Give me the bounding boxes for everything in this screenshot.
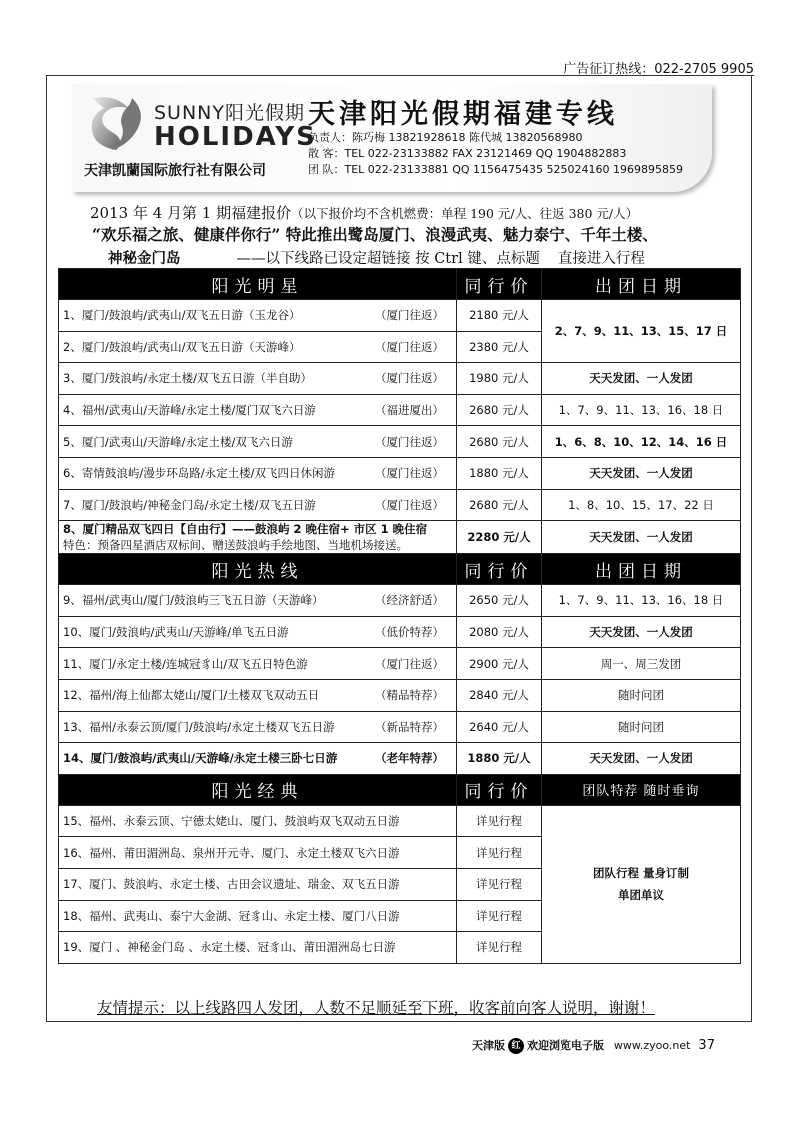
tour-tag: （经济舒适） (375, 593, 444, 608)
tour-price-table (58, 268, 741, 964)
tour-price: 1880 元/人 (457, 457, 542, 489)
table-row[interactable] (59, 394, 741, 426)
tour-feature: 特色：预备四星酒店双标间、赠送鼓浪屿手绘地图、当地机场接送。 (63, 538, 408, 553)
promo-destination: 神秘金门岛 (108, 250, 181, 267)
tour-name[interactable] (59, 331, 457, 363)
price-issue-title (90, 202, 638, 223)
tour-name[interactable] (59, 363, 457, 395)
tour-price: 2900 元/人 (457, 648, 542, 680)
tour-tag: （新品特荐） (375, 719, 444, 734)
tour-name[interactable] (59, 868, 457, 900)
tour-title-link[interactable]: 9、福州/武夷山/厦门/鼓浪屿三飞五日游（天游峰） (63, 593, 324, 608)
brand-name-top: SUNNY阳光假期 (154, 102, 305, 124)
tour-price: 2680 元/人 (457, 394, 542, 426)
contact-line: 负责人：陈巧梅 13821928618 陈代城 13820568980 (308, 131, 583, 144)
tour-tag: （厦门往返） (375, 308, 444, 323)
departure-dates: 1、7、9、11、13、16、18 日 (542, 394, 741, 426)
table-row[interactable] (59, 743, 741, 775)
tour-title-link[interactable]: 11、厦门/永定土楼/连城冠豸山/双飞五日特色游 (63, 656, 308, 671)
tour-price: 2180 元/人 (457, 300, 542, 332)
departure-dates: 天天发团、一人发团 (542, 521, 741, 554)
tour-title-link[interactable]: 17、厦门、鼓浪屿、永定土楼、古田会议遗址、瑞金、双飞五日游 (63, 877, 400, 892)
tour-price: 详见行程 (457, 837, 542, 869)
tour-price: 1980 元/人 (457, 363, 542, 395)
table-row[interactable] (59, 363, 741, 395)
tour-name[interactable] (59, 426, 457, 458)
tour-tag: （厦门往返） (375, 497, 444, 512)
tour-name[interactable] (59, 805, 457, 837)
tour-name[interactable] (59, 837, 457, 869)
red-badge-icon: 红 (508, 1038, 524, 1054)
section-header (59, 554, 741, 585)
table-row[interactable] (59, 457, 741, 489)
tour-title-link[interactable]: 10、厦门/鼓浪屿/武夷山/天游峰/单飞五日游 (63, 625, 289, 640)
fuel-note: （以下报价均不含机燃费：单程 190 元/人、往返 380 元/人） (291, 206, 639, 221)
friendly-tip: 友情提示：以上线路四人发团，人数不足顺延至下班，收客前向客人说明，谢谢！ (97, 999, 656, 1017)
promo-slogan: “欢乐福之旅、健康伴你行” 特此推出鹭岛厦门、浪漫武夷、魅力泰宁、千年土楼、 (92, 225, 658, 244)
tour-price: 2080 元/人 (457, 616, 542, 648)
tour-name[interactable] (59, 743, 457, 775)
departure-dates: 1、8、10、15、17、22 日 (542, 489, 741, 521)
tour-name[interactable] (59, 711, 457, 743)
ebook-slogan: 欢迎浏览电子版 (527, 1039, 604, 1052)
tour-price: 详见行程 (457, 805, 542, 837)
tour-name[interactable] (59, 300, 457, 332)
tour-title-link[interactable]: 7、厦门/鼓浪屿/神秘金门岛/永定土楼/双飞五日游 (63, 497, 316, 512)
tour-price: 2280 元/人 (457, 521, 542, 554)
table-row[interactable] (59, 585, 741, 617)
tour-title-link[interactable]: 8、厦门精品双飞四日【自由行】——鼓浪屿 2 晚住宿+ 市区 1 晚住宿 (63, 522, 428, 537)
company-name: 天津凯蘭国际旅行社有限公司 (84, 163, 266, 179)
departure-dates: 1、6、8、10、12、14、16 日 (542, 426, 741, 458)
edition-label: 天津版 (472, 1039, 505, 1052)
section-header (59, 774, 741, 805)
line-title: 天津阳光假期福建专线 (308, 99, 618, 130)
group-note (542, 805, 741, 963)
tour-tag: （低价特荐） (375, 625, 444, 640)
issue-title: 2013 年 4 月第 1 期福建报价 (90, 204, 292, 222)
tour-name[interactable] (59, 648, 457, 680)
tour-name[interactable] (59, 932, 457, 964)
tour-tag: （福进厦出） (375, 403, 444, 418)
tour-title-link[interactable]: 5、厦门/武夷山/天游峰/永定土楼/双飞六日游 (63, 434, 293, 449)
table-row[interactable] (59, 616, 741, 648)
price-header: 同行价 (457, 269, 542, 300)
tour-price: 1880 元/人 (457, 743, 542, 775)
hyperlink-note-end: 直接进入行程 (557, 251, 645, 267)
page-number: 37 (698, 1038, 715, 1053)
promo-slogan-cont (108, 247, 645, 268)
tour-price: 2840 元/人 (457, 679, 542, 711)
departure-dates: 天天发团、一人发团 (542, 616, 741, 648)
tour-price: 详见行程 (457, 868, 542, 900)
tour-title-link[interactable]: 6、寄情鼓浪屿/漫步环岛路/永定土楼/双飞四日休闲游 (63, 466, 335, 481)
tour-title-link[interactable]: 16、福州、莆田湄洲岛、泉州开元寺、厦门、永定土楼双飞六日游 (63, 845, 400, 860)
tour-price: 详见行程 (457, 932, 542, 964)
tour-title-link[interactable]: 14、厦门/鼓浪屿/武夷山/天游峰/永定土楼三卧七日游 (63, 751, 338, 766)
group-note-line: 单团单议 (618, 888, 664, 903)
contact-info (308, 130, 683, 178)
tour-title-link[interactable]: 18、福州、武夷山、泰宁大金湖、冠豸山、永定土楼、厦门八日游 (63, 908, 400, 923)
tour-name[interactable] (59, 521, 457, 554)
price-header: 同行价 (457, 554, 542, 585)
tour-price: 2680 元/人 (457, 489, 542, 521)
tour-title-link[interactable]: 3、厦门/鼓浪屿/永定土楼/双飞五日游（半自助） (63, 371, 312, 386)
tour-tag: （精品特荐） (375, 688, 444, 703)
tour-title-link[interactable]: 2、厦门/鼓浪屿/武夷山/双飞五日游（天游峰） (63, 339, 301, 354)
tour-tag: （厦门往返） (375, 434, 444, 449)
departure-dates: 随时问团 (542, 711, 741, 743)
tour-tag: （老年特荐） (375, 751, 444, 766)
tour-price: 2680 元/人 (457, 426, 542, 458)
tour-title-link[interactable]: 4、福州/武夷山/天游峰/永定土楼/厦门双飞六日游 (63, 403, 316, 418)
table-row[interactable] (59, 300, 741, 332)
departure-dates: 天天发团、一人发团 (542, 743, 741, 775)
departure-dates: 1、7、9、11、13、16、18 日 (542, 585, 741, 617)
departure-dates: 2、7、9、11、13、15、17 日 (542, 300, 741, 363)
tour-price: 2380 元/人 (457, 331, 542, 363)
departure-dates: 天天发团、一人发团 (542, 363, 741, 395)
contact-line: 散 客：TEL 022-23133882 FAX 23121469 QQ 1904882883 (308, 147, 627, 160)
tour-name[interactable] (59, 585, 457, 617)
page-footer (472, 1037, 715, 1054)
sunny-logo-icon (82, 94, 150, 152)
table-row[interactable] (59, 521, 741, 554)
section-title: 阳光热线 (59, 554, 457, 585)
date-header: 出团日期 (542, 554, 741, 585)
tour-name[interactable] (59, 900, 457, 932)
tour-title-link[interactable]: 13、福州/永泰云顶/厦门/鼓浪屿/永定土楼双飞五日游 (63, 719, 335, 734)
brand-name-bottom: HOLIDAYS (154, 122, 317, 152)
tour-tag: （厦门往返） (375, 371, 444, 386)
departure-dates: 随时问团 (542, 679, 741, 711)
date-header: 出团日期 (542, 269, 741, 300)
departure-dates: 天天发团、一人发团 (542, 457, 741, 489)
tour-tag: （厦门往返） (375, 466, 444, 481)
table-row[interactable] (59, 805, 741, 837)
tour-name[interactable] (59, 616, 457, 648)
agency-header (72, 84, 712, 192)
ad-hotline: 广告征订热线：022-2705 9905 (563, 62, 754, 77)
tour-price: 2650 元/人 (457, 585, 542, 617)
tour-price: 2640 元/人 (457, 711, 542, 743)
date-header: 团队特荐 随时垂询 (542, 774, 741, 805)
price-header: 同行价 (457, 774, 542, 805)
hyperlink-note: ——以下线路已设定超链接 按 Ctrl 键、点标题 (236, 251, 540, 267)
tour-name[interactable] (59, 489, 457, 521)
contact-line: 团 队：TEL 022-23133881 QQ 1156475435 525024160 1969895859 (308, 163, 684, 176)
tour-name[interactable] (59, 457, 457, 489)
section-title: 阳光经典 (59, 774, 457, 805)
section-header (59, 269, 741, 300)
tour-name[interactable] (59, 394, 457, 426)
tour-tag: （厦门往返） (375, 656, 444, 671)
tour-title-link[interactable]: 19、厦门 、神秘金门岛 、永定土楼、冠豸山、莆田湄洲岛七日游 (63, 940, 396, 955)
tour-price: 详见行程 (457, 900, 542, 932)
website-link[interactable]: www.zyoo.net (613, 1039, 691, 1052)
tour-name[interactable] (59, 679, 457, 711)
table-row[interactable] (59, 711, 741, 743)
section-title: 阳光明星 (59, 269, 457, 300)
tour-title-link[interactable]: 12、福州/海上仙都太姥山/厦门/土楼双飞双动五日 (63, 688, 320, 703)
group-note-line: 团队行程 量身订制 (592, 866, 689, 881)
table-row[interactable] (59, 426, 741, 458)
departure-dates: 周一、周三发团 (542, 648, 741, 680)
tour-title-link[interactable]: 15、福州、永泰云顶、宁德太姥山、厦门、鼓浪屿双飞双动五日游 (63, 814, 400, 829)
tour-tag: （厦门往返） (375, 339, 444, 354)
table-row[interactable] (59, 489, 741, 521)
table-row[interactable] (59, 648, 741, 680)
table-row[interactable] (59, 679, 741, 711)
tour-title-link[interactable]: 1、厦门/鼓浪屿/武夷山/双飞五日游（玉龙谷） (63, 308, 301, 323)
